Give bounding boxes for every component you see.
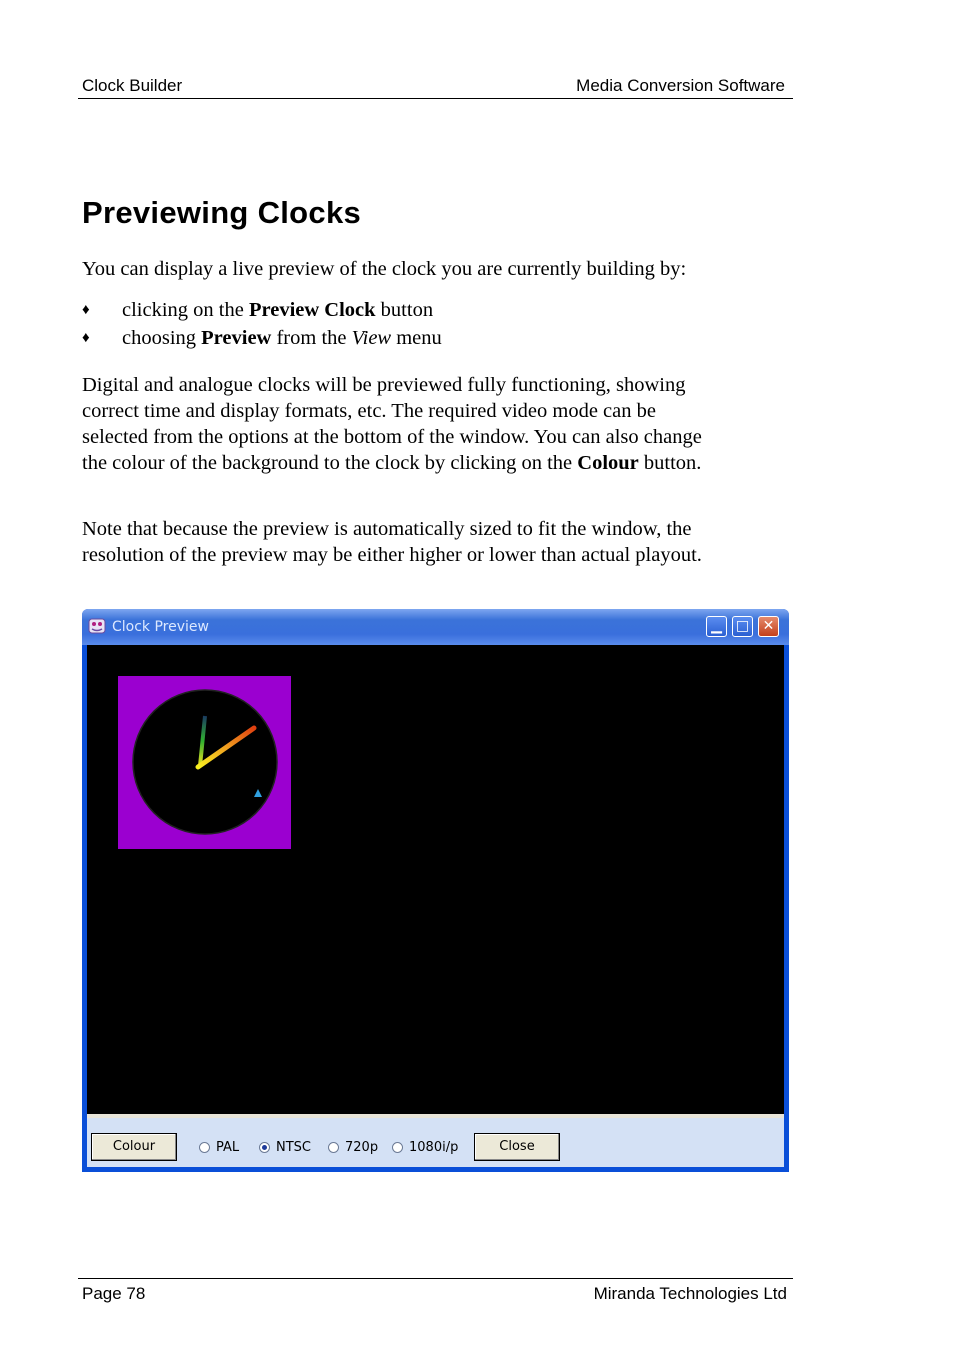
- window-title: Clock Preview: [112, 619, 209, 635]
- diamond-bullet-icon: ♦: [82, 302, 90, 318]
- window-titlebar[interactable]: [82, 609, 789, 645]
- note-paragraph: Note that because the preview is automatically sized to fit the window, the resolution of the preview may be either higher or lower than actual playout.: [82, 518, 702, 566]
- minimize-icon: ▁: [711, 618, 722, 634]
- clock-preview-window: [82, 609, 789, 1172]
- colour-term: Colour: [577, 452, 639, 474]
- radio-icon: [328, 1142, 339, 1153]
- footer-company: Miranda Technologies Ltd: [593, 1284, 787, 1303]
- preview-clock-term: Preview Clock: [248, 299, 376, 321]
- mode-720p-radio[interactable]: 720p: [328, 1140, 378, 1155]
- close-icon: ✕: [762, 618, 775, 634]
- mode-ntsc-radio[interactable]: NTSC: [259, 1140, 311, 1155]
- diamond-bullet-icon: ♦: [82, 330, 90, 346]
- control-panel: [87, 1114, 784, 1167]
- close-button[interactable]: Close: [474, 1133, 560, 1161]
- intro-paragraph: You can display a live preview of the clock you are currently building by:: [82, 258, 687, 280]
- preview-term: Preview: [201, 327, 272, 349]
- mode-pal-radio[interactable]: PAL: [199, 1140, 239, 1155]
- header-right: Media Conversion Software: [576, 76, 785, 95]
- mode-1080ip-radio[interactable]: 1080i/p: [392, 1140, 458, 1155]
- header-left: Clock Builder: [82, 76, 183, 95]
- page-number: Page 78: [82, 1284, 146, 1303]
- radio-icon: [199, 1142, 210, 1153]
- radio-selected-icon: [259, 1142, 270, 1153]
- section-heading: Previewing Clocks: [82, 195, 362, 230]
- description-paragraph: Digital and analogue clocks will be previewed fully functioning, showing correct time and display formats, etc. The required video mode can be selected from the options at the bottom of the window. You can also change the colour of the background to the clock by clicking on the Colour button.: [82, 374, 702, 474]
- radio-icon: [392, 1142, 403, 1153]
- clock-background: [118, 676, 291, 849]
- page-footer: [78, 1278, 793, 1309]
- minimize-button[interactable]: [706, 616, 727, 637]
- preview-canvas: [87, 645, 784, 1114]
- maximize-button[interactable]: [732, 616, 753, 637]
- colour-button[interactable]: Colour: [91, 1133, 177, 1161]
- close-window-button[interactable]: [758, 616, 779, 637]
- analogue-clock: [118, 676, 291, 849]
- maximize-icon: □: [735, 618, 750, 634]
- page-header: [78, 76, 793, 99]
- view-menu-term: View: [351, 327, 392, 349]
- app-icon: [88, 617, 106, 635]
